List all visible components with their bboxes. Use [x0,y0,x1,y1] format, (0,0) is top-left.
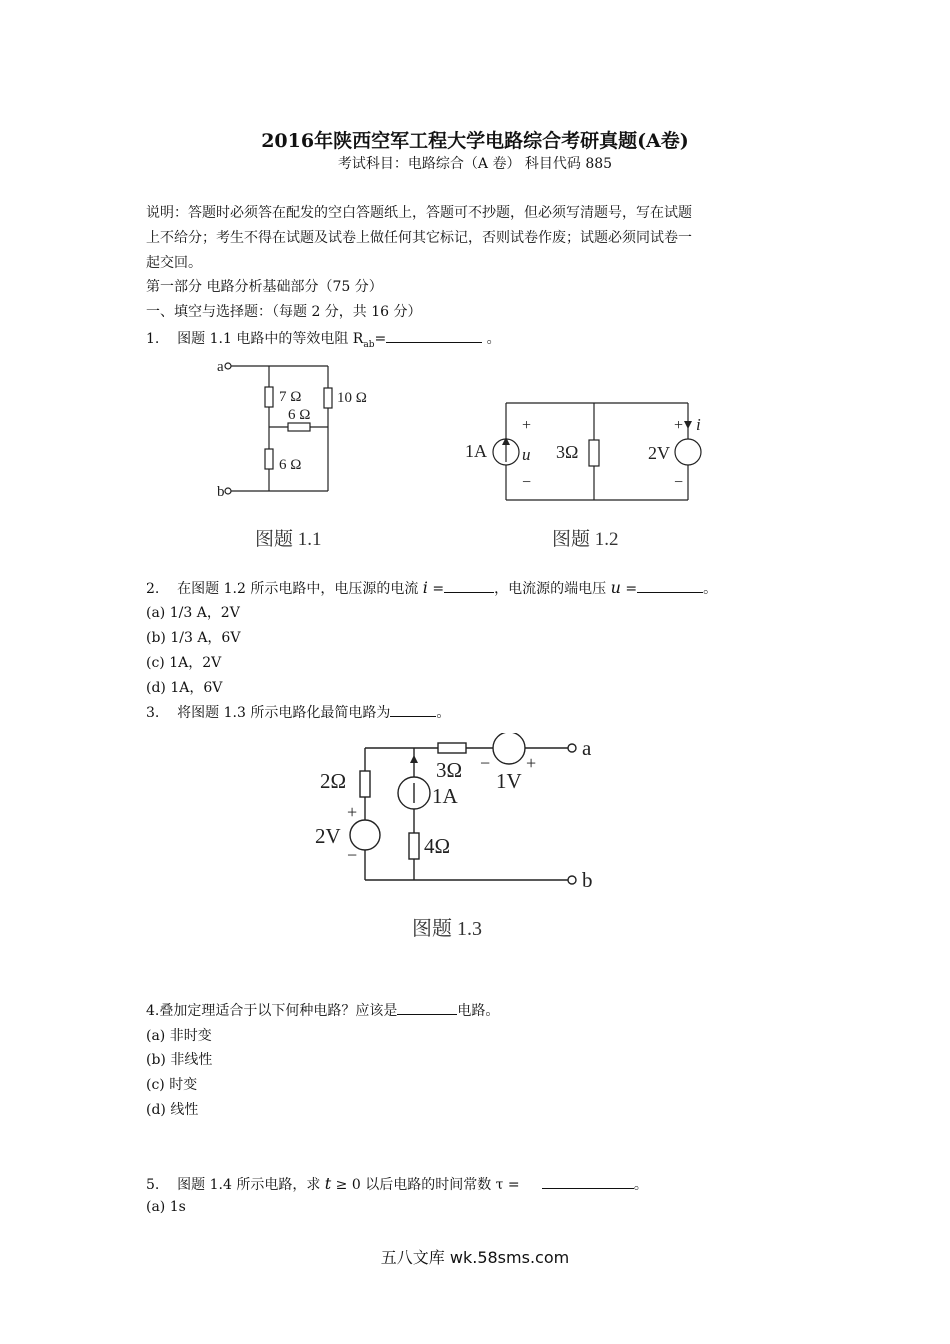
question-number: 3. [146,705,160,721]
question-3: 3. 将图题 1.3 所示电路化最简电路为 。 [146,702,450,722]
option-item: (b) 非线性 [146,1052,213,1068]
exam-title: 2016年陕西空军工程大学电路综合考研真题(A卷) [261,130,689,152]
resistor-label: 3Ω [436,758,463,782]
figure-1-2-circuit [460,398,720,506]
exam-subtitle: 考试科目：电路综合（A 卷） 科目代码 885 [337,156,613,172]
minus-sign: − [522,474,532,491]
answer-blank[interactable] [444,578,494,593]
instruction-line: 说明：答题时必须答在配发的空白答题纸上，答题可不抄题，但必须写清题号，写在试题 [146,205,692,221]
minus-sign: − [347,845,358,865]
node-a-label: a [217,359,224,375]
section-heading: 一、填空与选择题：（每题 2 分，共 16 分） [146,304,422,320]
question-5: 5. 图题 1.4 所示电路，求 t ≥ 0 以后电路的时间常数 τ = 。 [146,1174,648,1193]
resistor-label: 3Ω [556,442,579,462]
option-item: (d) 1A，6V [146,680,223,696]
option-item: (a) 1s [146,1199,186,1215]
minus-sign: − [674,474,684,491]
answer-blank[interactable] [637,578,703,593]
current-source-label: 1A [432,784,458,808]
option-item: (a) 1/3 A，2V [146,605,240,621]
option-item: (a) 非时变 [146,1028,212,1044]
question-number: 2. [146,581,160,597]
voltage-source-label: 1V [496,769,522,793]
voltage-variable-u: u [522,445,531,464]
answer-blank[interactable] [386,328,482,343]
plus-sign: + [526,753,537,773]
figure-caption: 图题 1.3 [412,918,482,940]
part-heading: 第一部分 电路分析基础部分（75 分） [146,279,383,295]
answer-blank[interactable] [397,1000,457,1015]
figure-caption: 图题 1.2 [552,529,619,550]
node-b-label: b [582,868,593,892]
voltage-source-label: 2V [315,824,341,848]
voltage-source-label: 2V [648,443,670,463]
answer-blank[interactable] [390,702,436,717]
figure-1-1-circuit [215,358,380,500]
question-4: 4.叠加定理适合于以下何种电路？应该是 电路。 [146,1000,499,1020]
instruction-line: 上不给分；考生不得在试题及试卷上做任何其它标记，否则试卷作废；试题必须同试卷一 [146,230,692,246]
footer-watermark: 五八文库 wk.58sms.com [380,1248,570,1267]
resistor-label: 7 Ω [279,389,302,405]
question-number: 5. [146,1177,160,1193]
figure-1-3-circuit [310,733,620,893]
current-source-label: 1A [465,441,487,461]
resistor-label: 6 Ω [279,457,302,473]
current-variable-i: i [696,415,701,434]
node-a-label: a [582,736,592,760]
answer-blank[interactable] [542,1174,634,1189]
question-number: 1. [146,331,160,347]
resistor-label: 4Ω [424,834,451,858]
plus-sign: + [347,802,358,822]
minus-sign: − [480,753,491,773]
figure-caption: 图题 1.1 [255,529,322,550]
node-b-label: b [217,484,225,500]
plus-sign: + [674,417,684,434]
option-item: (b) 1/3 A，6V [146,630,241,646]
resistor-label: 10 Ω [337,390,367,406]
resistor-label: 6 Ω [288,407,311,423]
plus-sign: + [522,417,532,434]
option-item: (d) 线性 [146,1102,199,1118]
option-item: (c) 时变 [146,1077,198,1093]
instruction-line: 起交回。 [146,255,202,271]
question-2: 2. 在图题 1.2 所示电路中，电压源的电流 i = ，电流源的端电压 u = 。 [146,578,718,597]
resistor-label: 2Ω [320,769,347,793]
option-item: (c) 1A，2V [146,655,222,671]
question-1: 1. 图题 1.1 电路中的等效电阻 $R_{ab}=$ 。 [146,328,501,350]
